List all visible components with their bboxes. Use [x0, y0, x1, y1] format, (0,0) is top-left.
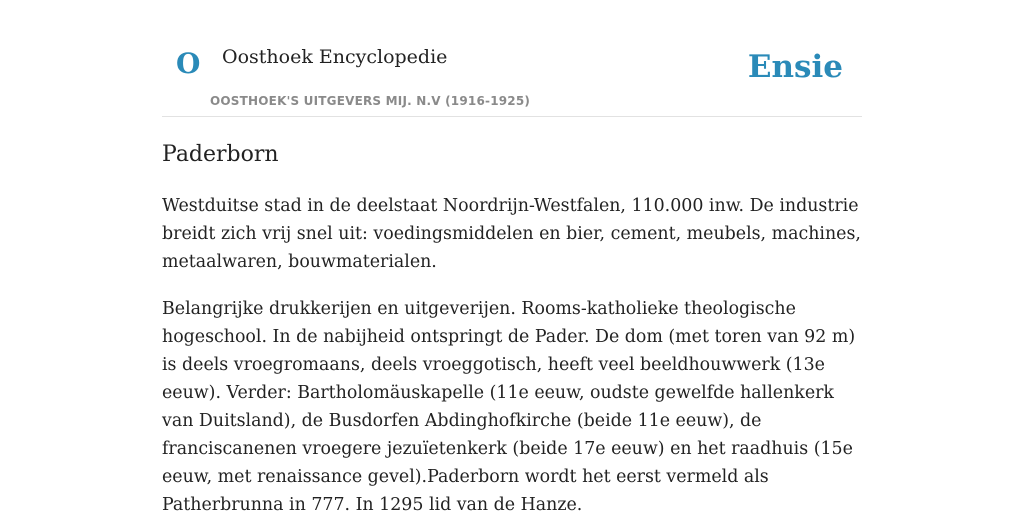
ensie-logo-link[interactable]: Ensie [747, 49, 843, 85]
entry-paragraph-2: Belangrijke drukkerijen en uitgeverijen. Rooms-katholieke theologische hogeschool. In de nabijheid ontspringt de Pader. De dom (met toren van 92 m) is deels vroegromaans, deels vroeggotisch, heeft veel beeldhouwwerk (13e eeuw). Verder: Bartholomäuskapelle (11e eeuw, oudste gewelfde hallenkerk van Duitsland), de Busdorfen Abdinghofkirche (beide 11e eeuw), de franciscanenen vroegere jezuïetenkerk (beide 17e eeuw) en het raadhuis (15e eeuw, met renaissance gevel).Paderborn wordt het eerst vermeld als Patherbrunna in 777. In 1295 lid van de Hanze. [162, 298, 856, 515]
entry-paragraph-1: Westduitse stad in de deelstaat Noordrijn-Westfalen, 110.000 inw. De industrie breidt zich vrij snel uit: voedingsmiddelen en bier, cement, meubels, machines, metaalwaren, bouwmaterialen. [162, 195, 861, 272]
publisher-subtitle: OOSTHOEK'S UITGEVERS MIJ. N.V (1916-1925) [210, 94, 531, 108]
book-logo-letter[interactable]: O [176, 47, 201, 80]
site-header [162, 0, 862, 117]
book-title-link[interactable]: Oosthoek Encyclopedie [222, 46, 448, 68]
page-content [162, 0, 862, 519]
entry-title: Paderborn [162, 142, 279, 167]
